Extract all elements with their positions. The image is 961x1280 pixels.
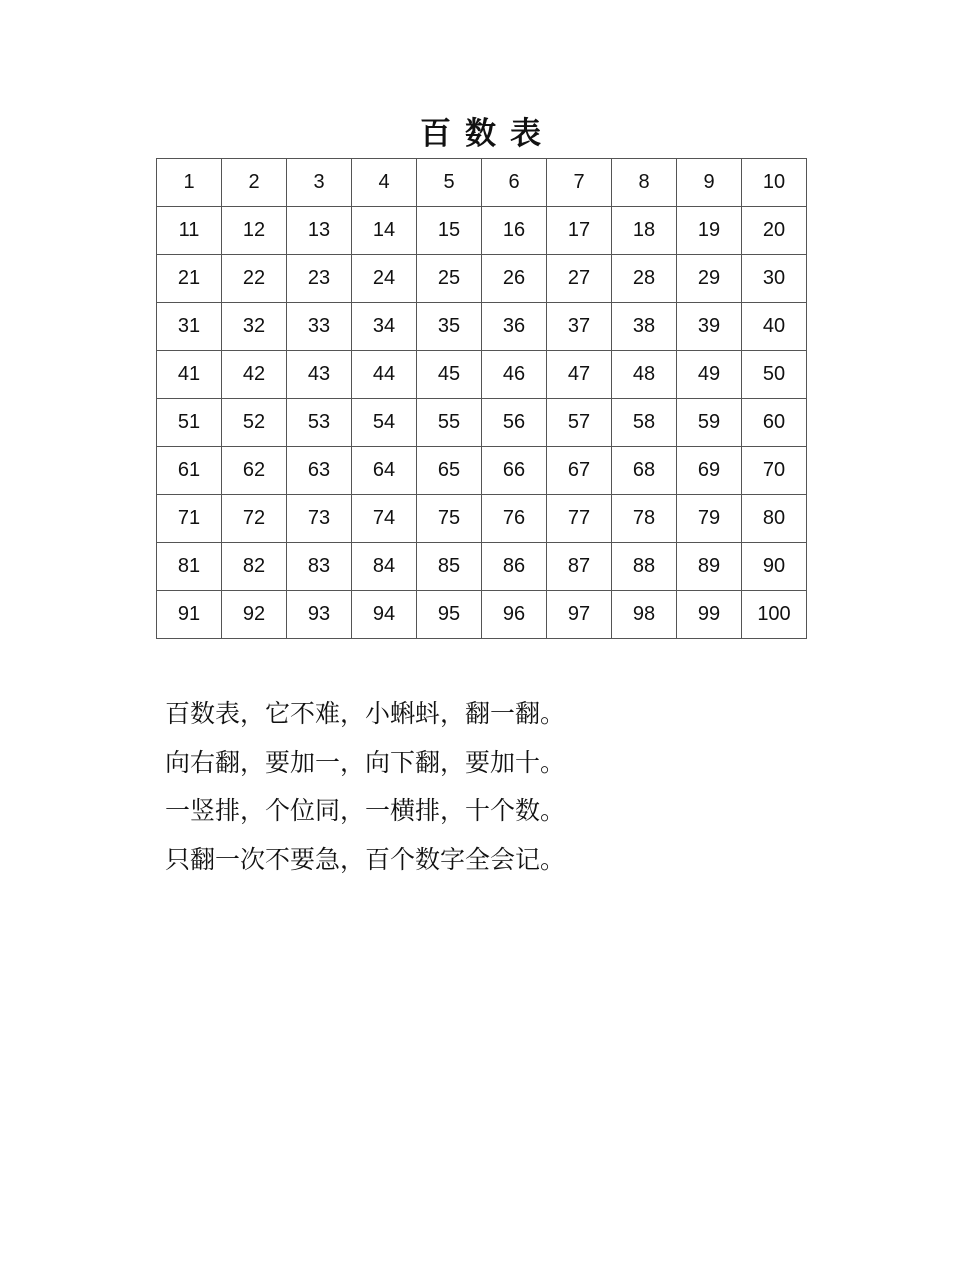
table-cell: 72 <box>222 495 287 543</box>
table-cell: 98 <box>612 591 677 639</box>
table-cell: 45 <box>417 351 482 399</box>
table-cell: 82 <box>222 543 287 591</box>
table-cell: 22 <box>222 255 287 303</box>
table-cell: 32 <box>222 303 287 351</box>
table-cell: 51 <box>157 399 222 447</box>
table-cell: 96 <box>482 591 547 639</box>
table-cell: 27 <box>547 255 612 303</box>
table-cell: 36 <box>482 303 547 351</box>
rhyme-block <box>165 690 565 884</box>
table-cell: 30 <box>742 255 807 303</box>
table-cell: 24 <box>352 255 417 303</box>
table-cell: 54 <box>352 399 417 447</box>
table-cell: 61 <box>157 447 222 495</box>
table-cell: 67 <box>547 447 612 495</box>
table-cell: 94 <box>352 591 417 639</box>
table-cell: 60 <box>742 399 807 447</box>
table-cell: 2 <box>222 159 287 207</box>
table-row <box>157 591 807 639</box>
table-row <box>157 543 807 591</box>
table-cell: 53 <box>287 399 352 447</box>
table-cell: 58 <box>612 399 677 447</box>
table-row <box>157 255 807 303</box>
table-cell: 71 <box>157 495 222 543</box>
table-cell: 33 <box>287 303 352 351</box>
table-cell: 42 <box>222 351 287 399</box>
table-cell: 10 <box>742 159 807 207</box>
table-cell: 35 <box>417 303 482 351</box>
table-cell: 89 <box>677 543 742 591</box>
table-cell: 93 <box>287 591 352 639</box>
table-cell: 31 <box>157 303 222 351</box>
table-row <box>157 399 807 447</box>
table-cell: 12 <box>222 207 287 255</box>
table-cell: 84 <box>352 543 417 591</box>
table-cell: 25 <box>417 255 482 303</box>
table-cell: 40 <box>742 303 807 351</box>
table-cell: 29 <box>677 255 742 303</box>
table-cell: 19 <box>677 207 742 255</box>
table-cell: 41 <box>157 351 222 399</box>
table-cell: 99 <box>677 591 742 639</box>
table-cell: 74 <box>352 495 417 543</box>
table-cell: 100 <box>742 591 807 639</box>
table-cell: 28 <box>612 255 677 303</box>
table-cell: 16 <box>482 207 547 255</box>
rhyme-line-3: 一竖排，个位同，一横排，十个数。 <box>165 796 566 825</box>
table-cell: 50 <box>742 351 807 399</box>
table-cell: 46 <box>482 351 547 399</box>
table-cell: 59 <box>677 399 742 447</box>
table-cell: 66 <box>482 447 547 495</box>
table-cell: 73 <box>287 495 352 543</box>
table-cell: 5 <box>417 159 482 207</box>
table-cell: 26 <box>482 255 547 303</box>
table-cell: 52 <box>222 399 287 447</box>
table-cell: 7 <box>547 159 612 207</box>
table-cell: 90 <box>742 543 807 591</box>
table-row <box>157 495 807 543</box>
rhyme-line-2: 向右翻，要加一，向下翻，要加十。 <box>165 747 566 777</box>
table-cell: 37 <box>547 303 612 351</box>
table-cell: 20 <box>742 207 807 255</box>
table-cell: 44 <box>352 351 417 399</box>
table-cell: 55 <box>417 399 482 447</box>
table-cell: 91 <box>157 591 222 639</box>
table-cell: 57 <box>547 399 612 447</box>
hundred-chart-body <box>157 159 807 639</box>
table-cell: 17 <box>547 207 612 255</box>
table-cell: 13 <box>287 207 352 255</box>
table-cell: 43 <box>287 351 352 399</box>
table-cell: 49 <box>677 351 742 399</box>
table-cell: 83 <box>287 543 352 591</box>
hundred-chart-table <box>156 158 807 639</box>
table-cell: 8 <box>612 159 677 207</box>
table-cell: 62 <box>222 447 287 495</box>
table-cell: 63 <box>287 447 352 495</box>
table-cell: 4 <box>352 159 417 207</box>
table-row <box>157 447 807 495</box>
table-cell: 81 <box>157 543 222 591</box>
table-cell: 15 <box>417 207 482 255</box>
rhyme-line-4: 只翻一次不要急，百个数字全会记。 <box>165 844 566 874</box>
table-row <box>157 207 807 255</box>
table-cell: 92 <box>222 591 287 639</box>
table-cell: 48 <box>612 351 677 399</box>
page-title: 百数表 <box>420 116 555 152</box>
table-cell: 87 <box>547 543 612 591</box>
table-cell: 6 <box>482 159 547 207</box>
table-cell: 11 <box>157 207 222 255</box>
table-cell: 65 <box>417 447 482 495</box>
table-cell: 18 <box>612 207 677 255</box>
table-cell: 38 <box>612 303 677 351</box>
table-cell: 70 <box>742 447 807 495</box>
table-cell: 78 <box>612 495 677 543</box>
table-cell: 76 <box>482 495 547 543</box>
table-cell: 56 <box>482 399 547 447</box>
table-cell: 86 <box>482 543 547 591</box>
table-cell: 95 <box>417 591 482 639</box>
table-cell: 14 <box>352 207 417 255</box>
table-cell: 85 <box>417 543 482 591</box>
table-cell: 3 <box>287 159 352 207</box>
table-cell: 39 <box>677 303 742 351</box>
table-cell: 64 <box>352 447 417 495</box>
table-cell: 77 <box>547 495 612 543</box>
table-cell: 1 <box>157 159 222 207</box>
table-cell: 68 <box>612 447 677 495</box>
rhyme-line-1: 百数表，它不难，小蝌蚪，翻一翻。 <box>165 699 566 728</box>
table-cell: 47 <box>547 351 612 399</box>
table-row <box>157 303 807 351</box>
table-cell: 75 <box>417 495 482 543</box>
table-cell: 88 <box>612 543 677 591</box>
table-cell: 69 <box>677 447 742 495</box>
table-cell: 79 <box>677 495 742 543</box>
table-cell: 9 <box>677 159 742 207</box>
table-row <box>157 159 807 207</box>
table-cell: 21 <box>157 255 222 303</box>
table-row <box>157 351 807 399</box>
table-cell: 97 <box>547 591 612 639</box>
table-cell: 80 <box>742 495 807 543</box>
table-cell: 34 <box>352 303 417 351</box>
table-cell: 23 <box>287 255 352 303</box>
